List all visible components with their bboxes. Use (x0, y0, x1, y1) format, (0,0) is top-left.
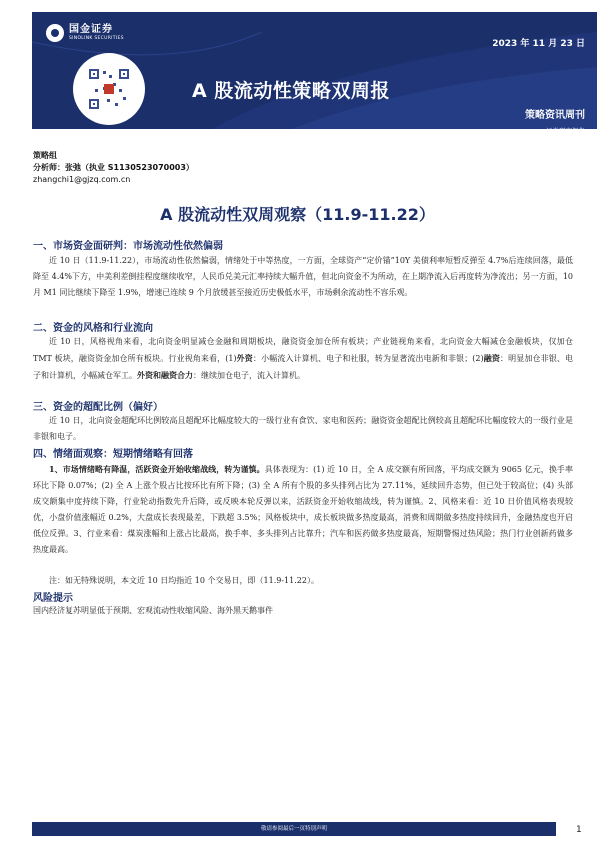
report-subtype: 证券研究报告 (546, 127, 585, 135)
section-2-title: 二、资金的风格和行业流向 (33, 323, 153, 334)
logo-cn: 国金证券 (69, 23, 113, 35)
analyst-email: zhangchi1@gjzq.com.cn (33, 175, 131, 184)
s2-bold-foreign: 外资 (236, 353, 253, 363)
logo-en: SINOLINK SECURITIES (69, 35, 124, 41)
risk-text: 国内经济复苏明显低于预期、宏观流动性收缩风险、海外黑天鹅事件 (33, 606, 273, 615)
s2-text-e: ：继续加仓电子，流入计算机。 (193, 371, 305, 380)
qr-code-icon (73, 53, 145, 125)
report-title: A 股流动性策略双周报 (192, 80, 390, 102)
report-date: 2023 年 11 月 23 日 (492, 39, 585, 49)
author-block (33, 150, 194, 186)
section-1-title: 一、市场资金面研判：市场流动性依然偏弱 (33, 241, 223, 252)
logo-icon (46, 24, 64, 42)
section-2-paragraph (33, 334, 573, 384)
risk-title: 风险提示 (33, 593, 73, 604)
report-banner (32, 12, 597, 135)
report-type: 策略资讯周刊 (525, 110, 585, 121)
section-4-paragraph (33, 461, 573, 558)
s4-body: 具体表现为：(1) 近 10 日，全 A 成交额有所回落，平均成交额为 9065 亿元，换手率环比下降 0.07%；(2) 全 A 上涨个股占比按环比有所下降；(3) 全 A 所有个股的多头排列占比为 27.11%，延续回升态势，但已处于较高位；(4) 头部成交额集中度持续下降，行业轮动指数先升后降，或反映本轮反弹以来，活跃资金开始收缩战线，转为谨慎。2、风格来看：近 10 日价值风格表现较优，小盘价值涨幅近 0.2%，大盘成长表现最差，下跌超 3.5%；风格板块中，成长板块做多热度最高，消费和周期做多热度持续回升，金融热度也开启低位反弹。3、行业来看：煤炭涨幅和上涨占比最高，换手率、多头排列占比靠升；汽车和医药做多热度最高，短期警惕过热风险；热门行业创新药做多热度最高。 (33, 465, 573, 554)
page-number: 1 (576, 825, 582, 835)
main-title: A 股流动性双周观察（11.9-11.22） (160, 205, 435, 224)
section-4-note: 注：如无特殊说明，本文近 10 日均指近 10 个交易日，即（11.9-11.22）。 (49, 576, 319, 585)
author-group: 策略组 (33, 151, 57, 160)
s4-lead: 1、市场情绪略有降温，活跃资金开始收缩战线，转为谨慎。 (49, 464, 265, 474)
s2-text-d: ：明显加仓非银、电子和计算机，小幅减仓军工。 (33, 354, 574, 380)
footer-disclaimer: 敬请参阅最后一页特别声明 (32, 822, 556, 836)
s2-bold-combined: 外资和融资合力 (137, 370, 193, 380)
section-3-title: 三、资金的超配比例（偏好） (33, 402, 163, 413)
s2-bold-margin: 融资 (483, 353, 500, 363)
section-4-title: 四、情绪面观察：短期情绪略有回落 (33, 449, 193, 460)
analyst-info: 分析师：张弛（执业 S1130523070003） (33, 163, 194, 172)
section-1-paragraph: 近 10 日（11.9-11.22），市场流动性依然偏弱，情绪处于中等热度，一方面，全球资产“定价锚”10Y 美债利率短暂反弹至 4.7%后连续回落，最低降至 4.4%下方，中美利差倒挂程度继续收窄，人民币兑美元汇率持续大幅升值，但北向资金不为所动，在上期净流入后再度转为净流出；另一方面，10 月 M1 同比继续下降至 1.9%，增速已连续 9 个月放缓甚至接近历史极低水平，市场剩余流动性不容乐观。 (33, 256, 573, 297)
s2-text-c: ：小幅流入计算机、电子和社服，转为显著流出电新和非银；(2) (252, 354, 484, 363)
section-3-paragraph: 近 10 日，北向资金超配环比例较高且超配环比幅度较大的一级行业有食饮、家电和医药；融资资金超配比例较高且超配环比幅度较大的一级行业是非银和电子。 (33, 416, 573, 441)
company-logo (46, 24, 124, 42)
s2-text-a: 近 10 日，风格视角来看，北向资金明显减仓金融和周期板块，融资资金加仓所有板块；产业链视角来看，北向资金大幅减仓金融板块，仅加仓 TMT 板块，融资资金加仓所有板块。行业视角来看，(1) (33, 337, 573, 363)
